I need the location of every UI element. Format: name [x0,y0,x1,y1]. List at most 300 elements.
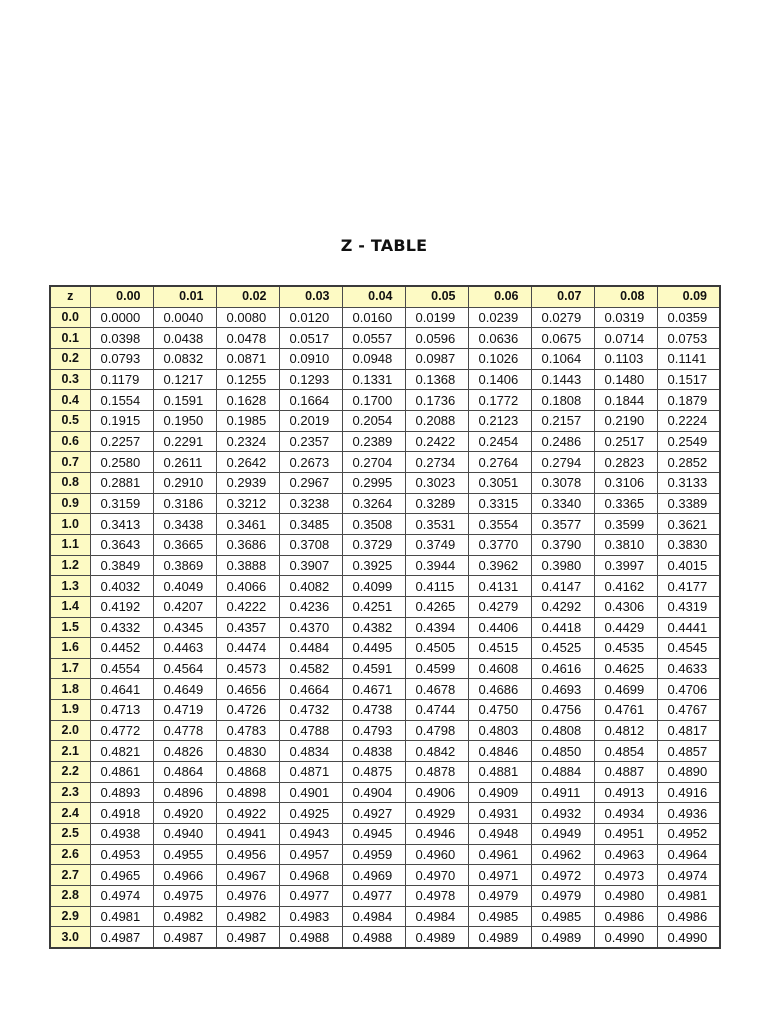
table-row [50,390,720,411]
table-cell: 0.4938 [90,824,153,845]
table-cell: 0.4306 [594,596,657,617]
table-cell: 0.3212 [216,493,279,514]
table-cell: 0.4990 [657,927,720,948]
table-row [50,865,720,886]
table-cell: 0.1628 [216,390,279,411]
header-row [50,286,720,307]
table-cell: 0.4441 [657,617,720,638]
row-header-z: 0.8 [50,472,90,493]
table-cell: 0.3438 [153,514,216,535]
table-cell: 0.4429 [594,617,657,638]
table-cell: 0.3869 [153,555,216,576]
table-cell: 0.3849 [90,555,153,576]
table-row [50,348,720,369]
table-cell: 0.4846 [468,741,531,762]
row-header-z: 1.8 [50,679,90,700]
table-cell: 0.4981 [90,906,153,927]
table-cell: 0.0160 [342,307,405,328]
table-cell: 0.4693 [531,679,594,700]
table-cell: 0.4986 [594,906,657,927]
row-header-z: 2.8 [50,886,90,907]
table-cell: 0.3686 [216,534,279,555]
table-cell: 0.4082 [279,576,342,597]
table-cell: 0.4599 [405,658,468,679]
table-cell: 0.4972 [531,865,594,886]
table-cell: 0.4236 [279,596,342,617]
table-cell: 0.3599 [594,514,657,535]
table-cell: 0.4573 [216,658,279,679]
table-cell: 0.1700 [342,390,405,411]
table-row [50,782,720,803]
row-header-z: 0.6 [50,431,90,452]
table-cell: 0.3485 [279,514,342,535]
table-cell: 0.4988 [279,927,342,948]
table-cell: 0.3389 [657,493,720,514]
table-cell: 0.2123 [468,410,531,431]
table-cell: 0.4984 [342,906,405,927]
table-row [50,844,720,865]
table-row [50,410,720,431]
table-cell: 0.0557 [342,328,405,349]
table-cell: 0.2224 [657,410,720,431]
table-cell: 0.4115 [405,576,468,597]
table-cell: 0.4982 [153,906,216,927]
table-cell: 0.4798 [405,720,468,741]
table-cell: 0.2734 [405,452,468,473]
table-row [50,514,720,535]
table-cell: 0.4878 [405,762,468,783]
table-cell: 0.0753 [657,328,720,349]
table-cell: 0.4916 [657,782,720,803]
table-cell: 0.4967 [216,865,279,886]
table-cell: 0.1664 [279,390,342,411]
table-cell: 0.4505 [405,638,468,659]
table-cell: 0.2019 [279,410,342,431]
table-cell: 0.4750 [468,700,531,721]
table-cell: 0.4945 [342,824,405,845]
table-cell: 0.1217 [153,369,216,390]
table-cell: 0.1844 [594,390,657,411]
table-cell: 0.4985 [531,906,594,927]
table-cell: 0.4857 [657,741,720,762]
table-cell: 0.3643 [90,534,153,555]
row-header-z: 1.2 [50,555,90,576]
table-cell: 0.1808 [531,390,594,411]
table-cell: 0.4977 [279,886,342,907]
table-cell: 0.3888 [216,555,279,576]
table-cell: 0.2190 [594,410,657,431]
table-cell: 0.4871 [279,762,342,783]
table-cell: 0.4981 [657,886,720,907]
table-cell: 0.4985 [468,906,531,927]
table-row [50,307,720,328]
column-header-0.00: 0.00 [90,286,153,307]
table-cell: 0.4922 [216,803,279,824]
table-cell: 0.0000 [90,307,153,328]
table-cell: 0.4830 [216,741,279,762]
table-cell: 0.2611 [153,452,216,473]
table-row [50,927,720,948]
table-cell: 0.3106 [594,472,657,493]
table-cell: 0.4756 [531,700,594,721]
table-cell: 0.0596 [405,328,468,349]
table-cell: 0.4850 [531,741,594,762]
row-header-z: 1.9 [50,700,90,721]
table-cell: 0.4956 [216,844,279,865]
table-cell: 0.4817 [657,720,720,741]
row-header-z: 1.6 [50,638,90,659]
table-cell: 0.4525 [531,638,594,659]
table-cell: 0.4941 [216,824,279,845]
table-cell: 0.3340 [531,493,594,514]
table-cell: 0.4812 [594,720,657,741]
table-cell: 0.0793 [90,348,153,369]
table-cell: 0.4976 [216,886,279,907]
table-cell: 0.3997 [594,555,657,576]
table-row [50,658,720,679]
table-cell: 0.4940 [153,824,216,845]
column-header-0.05: 0.05 [405,286,468,307]
table-cell: 0.4265 [405,596,468,617]
table-cell: 0.4982 [216,906,279,927]
table-cell: 0.3790 [531,534,594,555]
table-row [50,824,720,845]
table-cell: 0.0040 [153,307,216,328]
table-cell: 0.4988 [342,927,405,948]
table-cell: 0.4948 [468,824,531,845]
table-cell: 0.4772 [90,720,153,741]
table-cell: 0.4382 [342,617,405,638]
table-cell: 0.4987 [216,927,279,948]
table-cell: 0.4162 [594,576,657,597]
table-cell: 0.4515 [468,638,531,659]
table-cell: 0.4979 [468,886,531,907]
table-cell: 0.4474 [216,638,279,659]
table-cell: 0.4884 [531,762,594,783]
row-header-z: 0.4 [50,390,90,411]
table-cell: 0.3508 [342,514,405,535]
table-cell: 0.3289 [405,493,468,514]
table-cell: 0.4975 [153,886,216,907]
table-cell: 0.4968 [279,865,342,886]
table-cell: 0.4901 [279,782,342,803]
table-cell: 0.4931 [468,803,531,824]
table-cell: 0.4332 [90,617,153,638]
table-cell: 0.4898 [216,782,279,803]
table-cell: 0.4207 [153,596,216,617]
table-cell: 0.4625 [594,658,657,679]
z-column-header: z [50,286,90,307]
table-cell: 0.4656 [216,679,279,700]
table-cell: 0.1141 [657,348,720,369]
table-cell: 0.0120 [279,307,342,328]
table-cell: 0.3023 [405,472,468,493]
table-cell: 0.0910 [279,348,342,369]
row-header-z: 0.9 [50,493,90,514]
table-cell: 0.4864 [153,762,216,783]
table-cell: 0.3944 [405,555,468,576]
table-cell: 0.4726 [216,700,279,721]
table-cell: 0.4686 [468,679,531,700]
table-cell: 0.0239 [468,307,531,328]
table-cell: 0.4633 [657,658,720,679]
table-cell: 0.3770 [468,534,531,555]
table-cell: 0.4969 [342,865,405,886]
table-row [50,803,720,824]
table-cell: 0.1480 [594,369,657,390]
table-cell: 0.4406 [468,617,531,638]
table-cell: 0.3078 [531,472,594,493]
row-header-z: 2.4 [50,803,90,824]
table-cell: 0.4713 [90,700,153,721]
table-row [50,596,720,617]
table-cell: 0.4641 [90,679,153,700]
table-cell: 0.4783 [216,720,279,741]
table-cell: 0.2673 [279,452,342,473]
table-cell: 0.3365 [594,493,657,514]
table-cell: 0.0636 [468,328,531,349]
table-cell: 0.0517 [279,328,342,349]
table-cell: 0.4965 [90,865,153,886]
table-cell: 0.4890 [657,762,720,783]
table-cell: 0.4989 [468,927,531,948]
table-row [50,720,720,741]
table-cell: 0.3554 [468,514,531,535]
table-cell: 0.4953 [90,844,153,865]
table-cell: 0.3315 [468,493,531,514]
table-row [50,431,720,452]
table-cell: 0.4955 [153,844,216,865]
table-cell: 0.4946 [405,824,468,845]
table-cell: 0.0987 [405,348,468,369]
table-cell: 0.4744 [405,700,468,721]
table-cell: 0.4918 [90,803,153,824]
table-cell: 0.4099 [342,576,405,597]
table-cell: 0.3708 [279,534,342,555]
table-cell: 0.4936 [657,803,720,824]
table-row [50,700,720,721]
table-cell: 0.2291 [153,431,216,452]
table-cell: 0.4345 [153,617,216,638]
table-cell: 0.4495 [342,638,405,659]
table-cell: 0.2764 [468,452,531,473]
table-cell: 0.1950 [153,410,216,431]
row-header-z: 2.0 [50,720,90,741]
table-cell: 0.4370 [279,617,342,638]
table-cell: 0.1331 [342,369,405,390]
table-cell: 0.4854 [594,741,657,762]
table-cell: 0.4357 [216,617,279,638]
table-row [50,493,720,514]
column-header-0.04: 0.04 [342,286,405,307]
table-row [50,617,720,638]
table-cell: 0.4904 [342,782,405,803]
row-header-z: 0.1 [50,328,90,349]
table-cell: 0.4738 [342,700,405,721]
table-cell: 0.4925 [279,803,342,824]
table-cell: 0.2486 [531,431,594,452]
column-header-0.08: 0.08 [594,286,657,307]
table-cell: 0.4973 [594,865,657,886]
table-cell: 0.3907 [279,555,342,576]
row-header-z: 0.5 [50,410,90,431]
table-cell: 0.2157 [531,410,594,431]
table-cell: 0.0714 [594,328,657,349]
table-row [50,452,720,473]
table-cell: 0.2389 [342,431,405,452]
table-cell: 0.3264 [342,493,405,514]
table-cell: 0.4893 [90,782,153,803]
table-cell: 0.4970 [405,865,468,886]
table-cell: 0.2257 [90,431,153,452]
table-cell: 0.1591 [153,390,216,411]
table-cell: 0.4962 [531,844,594,865]
row-header-z: 1.3 [50,576,90,597]
table-cell: 0.4463 [153,638,216,659]
table-cell: 0.2324 [216,431,279,452]
table-cell: 0.2967 [279,472,342,493]
table-cell: 0.1517 [657,369,720,390]
table-cell: 0.4842 [405,741,468,762]
table-cell: 0.4649 [153,679,216,700]
table-cell: 0.4015 [657,555,720,576]
table-cell: 0.4989 [405,927,468,948]
table-cell: 0.4319 [657,596,720,617]
z-table [49,285,721,949]
table-cell: 0.4671 [342,679,405,700]
table-cell: 0.0279 [531,307,594,328]
table-cell: 0.3577 [531,514,594,535]
table-cell: 0.4761 [594,700,657,721]
table-cell: 0.2823 [594,452,657,473]
table-cell: 0.3980 [531,555,594,576]
column-header-0.09: 0.09 [657,286,720,307]
table-cell: 0.4986 [657,906,720,927]
table-cell: 0.4251 [342,596,405,617]
table-cell: 0.4535 [594,638,657,659]
table-cell: 0.3810 [594,534,657,555]
table-row [50,369,720,390]
table-cell: 0.4983 [279,906,342,927]
table-cell: 0.4564 [153,658,216,679]
row-header-z: 2.7 [50,865,90,886]
row-header-z: 0.3 [50,369,90,390]
table-cell: 0.0832 [153,348,216,369]
table-cell: 0.4990 [594,927,657,948]
table-cell: 0.1915 [90,410,153,431]
table-cell: 0.3051 [468,472,531,493]
table-cell: 0.4678 [405,679,468,700]
table-cell: 0.4974 [657,865,720,886]
column-header-0.02: 0.02 [216,286,279,307]
table-cell: 0.4979 [531,886,594,907]
table-cell: 0.2642 [216,452,279,473]
table-row [50,328,720,349]
table-cell: 0.0478 [216,328,279,349]
table-cell: 0.4192 [90,596,153,617]
table-cell: 0.1179 [90,369,153,390]
table-cell: 0.0359 [657,307,720,328]
table-cell: 0.3621 [657,514,720,535]
table-cell: 0.4932 [531,803,594,824]
table-cell: 0.1736 [405,390,468,411]
table-cell: 0.3186 [153,493,216,514]
table-cell: 0.4960 [405,844,468,865]
table-row [50,555,720,576]
table-cell: 0.2995 [342,472,405,493]
table-cell: 0.4868 [216,762,279,783]
table-cell: 0.4913 [594,782,657,803]
table-cell: 0.4971 [468,865,531,886]
table-cell: 0.4887 [594,762,657,783]
table-cell: 0.4394 [405,617,468,638]
column-header-0.06: 0.06 [468,286,531,307]
row-header-z: 2.1 [50,741,90,762]
table-cell: 0.4959 [342,844,405,865]
table-cell: 0.3159 [90,493,153,514]
table-cell: 0.4961 [468,844,531,865]
table-cell: 0.4591 [342,658,405,679]
table-cell: 0.4484 [279,638,342,659]
table-cell: 0.4616 [531,658,594,679]
table-cell: 0.4778 [153,720,216,741]
table-cell: 0.4943 [279,824,342,845]
table-cell: 0.4032 [90,576,153,597]
row-header-z: 0.7 [50,452,90,473]
table-cell: 0.4452 [90,638,153,659]
table-cell: 0.0871 [216,348,279,369]
table-cell: 0.4838 [342,741,405,762]
table-cell: 0.1368 [405,369,468,390]
table-cell: 0.2881 [90,472,153,493]
column-header-0.01: 0.01 [153,286,216,307]
table-cell: 0.0398 [90,328,153,349]
table-cell: 0.4292 [531,596,594,617]
table-cell: 0.4881 [468,762,531,783]
table-cell: 0.1103 [594,348,657,369]
table-cell: 0.4987 [90,927,153,948]
table-cell: 0.3531 [405,514,468,535]
table-cell: 0.4987 [153,927,216,948]
table-row [50,576,720,597]
table-cell: 0.3413 [90,514,153,535]
table-cell: 0.4719 [153,700,216,721]
table-cell: 0.4545 [657,638,720,659]
table-row [50,638,720,659]
row-header-z: 1.1 [50,534,90,555]
table-cell: 0.2054 [342,410,405,431]
table-cell: 0.2910 [153,472,216,493]
table-cell: 0.0080 [216,307,279,328]
table-cell: 0.4984 [405,906,468,927]
table-cell: 0.4957 [279,844,342,865]
table-cell: 0.4927 [342,803,405,824]
table-cell: 0.2580 [90,452,153,473]
table-cell: 0.0675 [531,328,594,349]
row-header-z: 1.5 [50,617,90,638]
table-cell: 0.4177 [657,576,720,597]
row-header-z: 3.0 [50,927,90,948]
table-cell: 0.4066 [216,576,279,597]
table-cell: 0.4952 [657,824,720,845]
table-cell: 0.4767 [657,700,720,721]
table-cell: 0.4554 [90,658,153,679]
table-cell: 0.4929 [405,803,468,824]
table-cell: 0.4279 [468,596,531,617]
table-cell: 0.4977 [342,886,405,907]
row-header-z: 1.0 [50,514,90,535]
row-header-z: 0.2 [50,348,90,369]
